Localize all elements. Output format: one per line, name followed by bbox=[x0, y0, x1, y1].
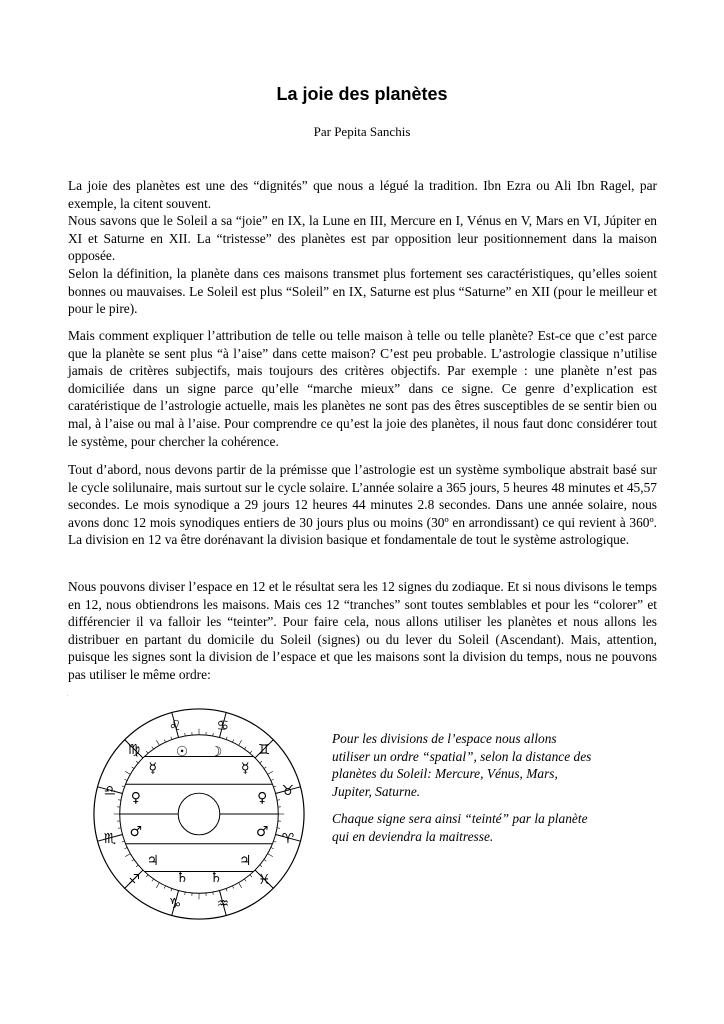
degree-tick bbox=[213, 733, 214, 736]
degree-tick bbox=[164, 886, 165, 889]
degree-tick bbox=[124, 848, 127, 849]
paragraph-2-text: Mais comment expliquer l’attribution de telle ou telle maison à telle ou telle planète? Est-ce que c’est parce que la planète se sent plus “à l’aise” dans cette maison? C’est peu probable. L’astrologie classique n’utilise jamais de critères subjectifs, mais toujours des critères objectifs. Par exemple : une planète n’est pas domiciliée dans un signe parce qu’elle “marche mieux” dans ce signe. Ce genre d’explication est caratéristique de l’astrologie actuelle, mais les planètes ne sont pas des êtres susceptibles de se sentir bien ou mal, à l’aise ou mal à l’aise. Pour comprendre ce qu’est la joie des planètes, il nous faut donc considérer tout le système, pour chercher la cohérence. bbox=[68, 328, 657, 449]
paragraph-3 bbox=[68, 461, 657, 549]
paragraph-3-text: Tout d’abord, nous devons partir de la prémisse que l’astrologie est un système symbolique abstrait basé sur le cycle solilunaire, mais surtout sur le cycle solaire. L’année solaire a 365 jours, 5 heures 48 minutes et 45,57 secondes. Le mois synodique a 29 jours 12 heures 44 minutes 2.8 secondes. Dans une année solaire, nous avons donc 12 mois synodiques entiers de 30 jours plus ou moins (30º en arrondissant) ce qui revient à 360º. La division en 12 va être dorénavant la division basique et fondamentale de tout le système astrologique. bbox=[68, 462, 657, 548]
ruler-glyph-pisces: ♃ bbox=[239, 853, 252, 870]
ruler-glyph-sagittarius: ♃ bbox=[146, 853, 159, 870]
paragraph-4-text: Nous pouvons diviser l’espace en 12 et le résultat sera les 12 signes du zodiaque. Et si nous divisons le temps en 12, nous obtiendrons les maisons. Mais ces 12 “tranches” sont toutes semblables et pour les “colorer” et différencier il va falloir les “teinter”. Pour faire cela, nous allons utiliser les planètes et nous allons les distribuer en partant du domicile du Soleil (signes) ou du lever du Soleil (Ascendant). Mais, attention, puisque les signes sont la division de l’espace et que les maisons sont la division du temps, nous ne pouvons pas utiliser le même ordre: bbox=[68, 579, 657, 682]
degree-tick bbox=[164, 739, 165, 742]
degree-tick bbox=[277, 828, 280, 829]
degree-tick bbox=[268, 771, 273, 774]
degree-tick bbox=[233, 739, 234, 742]
degree-tick bbox=[152, 879, 154, 881]
degree-tick bbox=[273, 786, 276, 787]
degree-tick bbox=[277, 800, 280, 801]
degree-tick bbox=[276, 835, 282, 837]
degree-tick bbox=[271, 779, 274, 780]
sign-glyph-pisces: ♓ bbox=[257, 872, 271, 889]
wheel-center-circle bbox=[178, 793, 220, 835]
sign-glyph-sagittarius: ♐ bbox=[127, 872, 141, 889]
ruler-glyph-aries: ♂ bbox=[255, 823, 269, 840]
degree-tick bbox=[122, 786, 125, 787]
degree-tick bbox=[260, 865, 262, 867]
degree-tick bbox=[152, 747, 154, 749]
paragraph-1-line-2: Nous savons que le Soleil a sa “joie” en IX, la Lune en III, Mercure en I, Vénus en V, Mars en VI, Júpiter en XI et Saturne en XII. La “tristesse” des planètes est par opposition leur positionnement dans la maison opposée. bbox=[68, 213, 657, 264]
degree-tick bbox=[132, 767, 134, 769]
ruler-glyph-virgo: ☿ bbox=[148, 760, 158, 777]
ruler-glyphs bbox=[127, 741, 271, 889]
degree-tick bbox=[244, 879, 246, 881]
ruler-glyph-aquarius: ♄ bbox=[209, 870, 223, 887]
degree-tick bbox=[239, 740, 242, 745]
side-note bbox=[332, 730, 592, 856]
degree-tick bbox=[185, 892, 186, 895]
author-line: Par Pepita Sanchis bbox=[313, 124, 411, 139]
ruler-glyph-taurus: ♀ bbox=[257, 790, 268, 807]
degree-tick bbox=[136, 865, 138, 867]
sign-glyph-capricorn: ♑ bbox=[168, 895, 182, 912]
degree-tick bbox=[271, 848, 274, 849]
degree-tick bbox=[250, 875, 252, 877]
degree-tick bbox=[118, 828, 121, 829]
sign-glyphs bbox=[104, 718, 295, 912]
degree-tick bbox=[122, 841, 125, 842]
sign-glyph-aries: ♈ bbox=[281, 830, 295, 847]
degree-tick bbox=[156, 740, 159, 745]
degree-tick bbox=[117, 835, 123, 837]
paragraph-4 bbox=[68, 578, 657, 684]
sign-glyph-gemini: ♊ bbox=[257, 741, 271, 758]
ruler-glyph-capricorn: ♄ bbox=[175, 870, 189, 887]
sign-glyph-scorpio: ♏ bbox=[103, 830, 117, 847]
degree-tick bbox=[268, 854, 273, 857]
degree-tick bbox=[118, 800, 121, 801]
degree-tick bbox=[250, 751, 252, 753]
degree-tick bbox=[146, 875, 148, 877]
sign-glyph-taurus: ♉ bbox=[281, 783, 295, 800]
degree-tick bbox=[260, 761, 262, 763]
degree-tick bbox=[239, 883, 242, 888]
sign-glyph-virgo: ♍ bbox=[127, 741, 141, 758]
ruler-glyph-gemini: ☿ bbox=[240, 760, 250, 777]
degree-tick bbox=[156, 883, 159, 888]
degree-tick bbox=[125, 771, 130, 774]
paragraph-1-line-1: La joie des planètes est une des “dignités” que nous a légué la tradition. Ibn Ezra ou Ali Ibn Ragel, par exemple, la citent souvent. bbox=[68, 178, 657, 211]
degree-tick bbox=[117, 792, 123, 794]
degree-tick bbox=[233, 886, 234, 889]
degree-tick bbox=[171, 888, 172, 891]
sign-glyph-aquarius: ♒ bbox=[216, 895, 230, 912]
degree-tick bbox=[125, 854, 130, 857]
ruler-glyph-scorpio: ♂ bbox=[129, 823, 143, 840]
sign-glyph-leo: ♌ bbox=[168, 717, 182, 734]
sign-glyph-libra: ♎ bbox=[103, 783, 117, 800]
degree-tick bbox=[264, 859, 266, 861]
side-note-1: Pour les divisions de l’espace nous allons utiliser un ordre “spatial”, selon la distance des planètes du Soleil: Mercure, Vénus, Mars, Jupiter, Saturne. bbox=[332, 731, 592, 799]
degree-tick bbox=[171, 737, 172, 740]
stray-mark: . bbox=[67, 692, 69, 698]
page-title: La joie des planètes bbox=[276, 84, 448, 104]
degree-tick bbox=[146, 751, 148, 753]
paragraph-1 bbox=[68, 177, 657, 318]
wheel-axis-lines bbox=[120, 757, 279, 872]
paragraph-2 bbox=[68, 327, 657, 450]
degree-tick bbox=[132, 859, 134, 861]
degree-tick bbox=[185, 733, 186, 736]
degree-tick bbox=[136, 761, 138, 763]
degree-tick bbox=[226, 888, 227, 891]
paragraph-1-line-3: Selon la définition, la planète dans ces maisons transmet plus fortement ses caractéristiques, qu’elles soient bonnes ou mauvaises. Le Soleil est plus “Soleil” en IX, Saturne est plus “Saturne” en XII (pour le meilleur et pour le pire). bbox=[68, 265, 657, 317]
sign-glyph-cancer: ♋ bbox=[216, 717, 230, 734]
degree-tick bbox=[276, 792, 282, 794]
zodiac-wheel-diagram bbox=[90, 705, 308, 923]
degree-tick bbox=[273, 841, 276, 842]
degree-tick bbox=[124, 779, 127, 780]
degree-tick bbox=[264, 767, 266, 769]
ruler-glyph-libra: ♀ bbox=[130, 790, 141, 807]
degree-tick bbox=[226, 737, 227, 740]
side-note-2: Chaque signe sera ainsi “teinté” par la planète qui en deviendra la maitresse. bbox=[332, 811, 588, 844]
ruler-glyph-cancer: ☽ bbox=[209, 743, 223, 760]
ruler-glyph-leo: ☉ bbox=[175, 743, 189, 760]
degree-tick bbox=[244, 747, 246, 749]
degree-tick bbox=[213, 892, 214, 895]
